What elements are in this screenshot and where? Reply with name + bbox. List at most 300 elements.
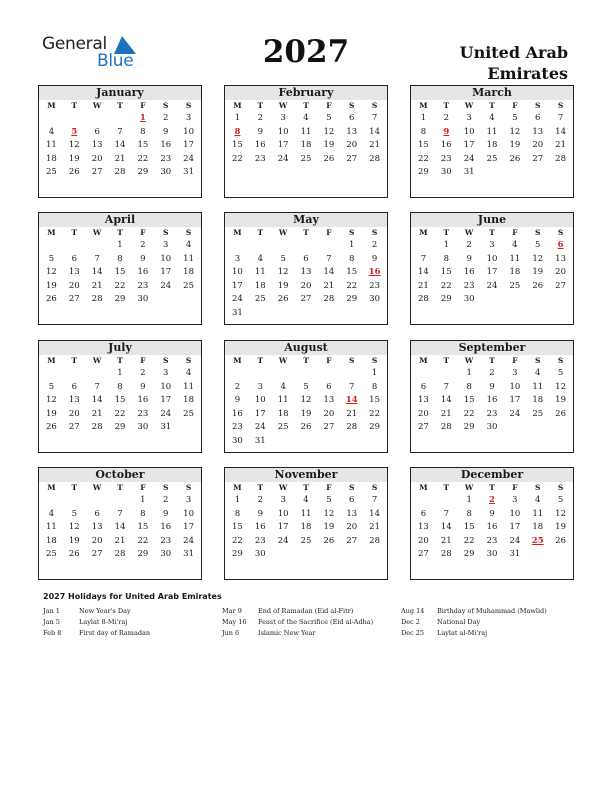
day-cell: 20 [91, 153, 103, 164]
weekday-label: M [233, 483, 242, 492]
day-cell: 21 [323, 280, 335, 291]
week-row [411, 535, 573, 549]
weekday-label: T [443, 101, 450, 110]
day-cell: 2 [257, 113, 263, 123]
holiday-day: 1 [139, 113, 146, 123]
day-cell: 5 [557, 368, 564, 378]
empty-day-cell [526, 293, 549, 307]
day-cell: 9 [257, 508, 263, 519]
month-name: August [225, 341, 387, 355]
empty-day-cell [295, 307, 318, 321]
country-name [398, 42, 568, 84]
day-cell: 28 [323, 294, 335, 304]
week-row [411, 166, 573, 180]
day-cell: 29 [369, 422, 380, 432]
empty-day-cell [86, 239, 109, 253]
day-cell: 25 [46, 549, 57, 559]
empty-day-cell [317, 307, 340, 321]
day-cell: 19 [46, 280, 57, 291]
empty-day-cell [503, 166, 526, 180]
day-cell: 10 [183, 508, 194, 519]
holiday-name: First day of Ramadan [79, 629, 151, 637]
day-cell: 15 [440, 267, 452, 277]
empty-day-cell [249, 367, 272, 381]
weekday-label: M [419, 101, 428, 110]
week-row [225, 126, 387, 140]
day-cell: 28 [555, 153, 566, 164]
weekday-label: T [257, 356, 264, 365]
month-name: April [39, 213, 201, 227]
day-cell: 8 [420, 126, 427, 137]
day-cell: 6 [71, 253, 77, 264]
weekday-label: M [233, 356, 242, 365]
day-cell: 13 [346, 126, 358, 137]
empty-day-cell [86, 494, 109, 508]
month-name: February [225, 86, 387, 100]
day-cell: 26 [300, 422, 312, 432]
day-cell: 7 [443, 508, 449, 519]
day-cell: 5 [48, 253, 55, 264]
day-cell: 18 [277, 408, 289, 419]
day-cell: 14 [555, 126, 566, 137]
month-november [224, 467, 388, 580]
day-cell: 26 [277, 294, 289, 304]
empty-day-cell [272, 307, 295, 321]
day-cell: 20 [68, 280, 80, 291]
day-cell: 11 [300, 126, 312, 137]
weekday-label: F [326, 483, 332, 492]
day-cell: 9 [140, 381, 146, 392]
day-cell: 2 [257, 495, 263, 505]
empty-day-cell [177, 293, 200, 307]
holiday-day: 16 [368, 267, 381, 277]
day-cell: 1 [420, 113, 427, 123]
day-cell: 15 [232, 522, 243, 532]
day-cell: 8 [140, 126, 146, 137]
day-cell: 9 [163, 508, 169, 519]
holiday-day: 6 [557, 240, 564, 250]
day-cell: 3 [234, 253, 241, 264]
weekday-label: S [371, 356, 378, 365]
week-row [411, 381, 573, 395]
day-cell: 30 [369, 294, 380, 304]
week-row [225, 548, 387, 562]
day-cell: 13 [555, 253, 566, 264]
day-cell: 14 [91, 267, 103, 277]
day-cell: 3 [512, 368, 518, 378]
day-cell: 13 [418, 395, 429, 405]
empty-day-cell [154, 293, 177, 307]
holidays-column [401, 606, 580, 639]
day-cell: 2 [234, 381, 241, 392]
day-cell: 21 [369, 140, 380, 150]
day-cell: 7 [117, 508, 123, 519]
empty-day-cell [549, 548, 572, 562]
weekday-label: S [557, 356, 564, 365]
holiday-entry [401, 606, 580, 617]
day-cell: 31 [183, 549, 194, 559]
weekday-label: T [71, 228, 78, 237]
weekday-label: W [464, 228, 474, 237]
weekday-header-row [411, 482, 573, 494]
weekday-label: T [71, 101, 78, 110]
empty-day-cell [412, 367, 435, 381]
month-name: May [225, 213, 387, 227]
holiday-date: Dec 25 [401, 629, 425, 637]
day-cell: 19 [300, 408, 312, 419]
day-cell: 21 [418, 280, 429, 291]
holiday-date: Aug 14 [401, 607, 425, 615]
empty-day-cell [63, 367, 86, 381]
day-cell: 8 [117, 253, 123, 264]
week-row [225, 307, 387, 321]
day-cell: 1 [466, 368, 472, 378]
day-cell: 30 [160, 549, 172, 559]
week-row [411, 394, 573, 408]
day-cell: 1 [234, 495, 241, 505]
day-cell: 16 [137, 267, 149, 277]
day-cell: 23 [254, 153, 266, 164]
day-cell: 20 [323, 408, 335, 419]
weekday-label: T [117, 356, 123, 365]
week-row [225, 394, 387, 408]
day-cell: 28 [440, 422, 452, 432]
holiday-entry [222, 628, 401, 639]
day-cell: 4 [280, 381, 286, 392]
day-cell: 24 [183, 153, 194, 164]
holiday-name: Islamic New Year [258, 629, 316, 637]
calendar-year: 2027 [262, 34, 350, 70]
day-cell: 27 [91, 167, 103, 177]
weekday-label: T [117, 483, 123, 492]
day-cell: 11 [254, 267, 266, 277]
day-cell: 22 [440, 280, 452, 291]
day-cell: 24 [509, 535, 521, 546]
day-cell: 6 [71, 381, 77, 392]
weekday-label: S [349, 228, 355, 237]
empty-day-cell [177, 421, 200, 435]
weekday-label: W [464, 356, 474, 365]
weekday-label: F [512, 101, 518, 110]
week-row [411, 280, 573, 294]
weekday-label: W [92, 228, 102, 237]
day-cell: 29 [418, 167, 429, 177]
day-cell: 26 [68, 549, 80, 559]
day-cell: 12 [46, 267, 57, 277]
day-cell: 2 [140, 368, 146, 378]
weekday-label: T [303, 101, 309, 110]
day-cell: 4 [48, 508, 55, 519]
day-cell: 25 [254, 294, 266, 304]
month-february [224, 85, 388, 198]
day-cell: 6 [94, 126, 100, 137]
holiday-name: Laylat 8-Mi'raj [79, 618, 128, 626]
weekday-label: T [257, 228, 264, 237]
day-cell: 20 [555, 267, 566, 277]
weekday-label: T [443, 483, 450, 492]
day-cell: 24 [160, 280, 172, 291]
day-cell: 20 [532, 140, 544, 150]
day-cell: 8 [349, 253, 355, 264]
day-cell: 12 [555, 381, 566, 392]
day-cell: 14 [323, 267, 335, 277]
week-row [411, 508, 573, 522]
day-cell: 21 [369, 522, 380, 532]
empty-day-cell [549, 293, 572, 307]
weekday-header-row [225, 100, 387, 112]
day-cell: 16 [440, 140, 452, 150]
day-cell: 16 [160, 522, 172, 532]
day-cell: 6 [94, 508, 100, 519]
day-cell: 9 [234, 395, 241, 405]
empty-day-cell [295, 548, 318, 562]
week-row [411, 367, 573, 381]
weekday-label: M [47, 228, 56, 237]
holiday-name: New Year's Day [79, 607, 131, 615]
day-cell: 18 [509, 267, 521, 277]
month-december [410, 467, 574, 580]
weekday-header-row [39, 227, 201, 239]
day-cell: 17 [509, 522, 521, 532]
day-cell: 25 [183, 408, 194, 419]
weekday-label: W [464, 483, 474, 492]
day-cell: 24 [509, 408, 521, 419]
country-name-line2: Emirates [487, 64, 568, 83]
day-cell: 26 [46, 294, 57, 304]
empty-day-cell [272, 435, 295, 449]
day-cell: 10 [160, 253, 172, 264]
empty-day-cell [503, 421, 526, 435]
week-row [411, 239, 573, 253]
empty-day-cell [435, 367, 458, 381]
week-row [39, 139, 201, 153]
day-cell: 3 [489, 240, 495, 250]
day-cell: 6 [349, 113, 355, 123]
day-cell: 27 [346, 535, 358, 546]
day-cell: 15 [463, 395, 475, 405]
weekday-header-row [225, 227, 387, 239]
weekday-header-row [225, 355, 387, 367]
day-cell: 23 [137, 408, 149, 419]
day-cell: 18 [254, 280, 266, 291]
day-cell: 13 [91, 140, 103, 150]
empty-day-cell [109, 112, 132, 126]
weekday-label: S [163, 483, 169, 492]
day-cell: 21 [440, 535, 452, 546]
day-cell: 26 [532, 280, 544, 291]
day-cell: 23 [232, 422, 243, 432]
day-cell: 2 [489, 368, 495, 378]
day-cell: 27 [532, 153, 544, 164]
day-cell: 31 [232, 307, 243, 318]
weekday-label: T [489, 483, 495, 492]
day-cell: 29 [114, 294, 126, 304]
day-cell: 9 [163, 126, 169, 137]
week-row [225, 253, 387, 267]
holiday-day: 8 [234, 126, 241, 137]
empty-day-cell [412, 494, 435, 508]
week-row [411, 421, 573, 435]
weekday-label: T [489, 228, 495, 237]
day-cell: 6 [420, 381, 427, 392]
empty-day-cell [272, 239, 295, 253]
month-august [224, 340, 388, 453]
day-cell: 15 [463, 522, 475, 532]
day-cell: 23 [137, 280, 149, 291]
day-cell: 24 [160, 408, 172, 419]
day-cell: 17 [463, 140, 475, 150]
weekday-label: M [233, 228, 242, 237]
brand-logo [42, 34, 152, 74]
day-cell: 5 [280, 253, 286, 264]
holiday-date: Mar 9 [222, 607, 242, 615]
day-cell: 11 [183, 381, 194, 392]
day-cell: 13 [346, 508, 358, 519]
week-row [225, 435, 387, 449]
empty-day-cell [226, 367, 249, 381]
day-cell: 12 [555, 508, 566, 519]
weekday-label: S [185, 356, 192, 365]
day-cell: 6 [535, 113, 541, 123]
empty-day-cell [63, 239, 86, 253]
day-cell: 4 [512, 240, 518, 250]
weekday-header-row [411, 227, 573, 239]
day-cell: 7 [94, 381, 100, 392]
day-cell: 4 [48, 126, 55, 137]
day-cell: 2 [371, 240, 378, 250]
day-cell: 4 [185, 368, 192, 378]
day-cell: 11 [509, 253, 521, 264]
weekday-label: F [140, 483, 146, 492]
day-cell: 30 [440, 167, 452, 177]
day-cell: 27 [555, 280, 566, 291]
empty-day-cell [481, 166, 504, 180]
day-cell: 9 [140, 253, 146, 264]
day-cell: 1 [117, 368, 123, 378]
day-cell: 24 [486, 280, 498, 291]
day-cell: 10 [160, 381, 172, 392]
holiday-name: End of Ramadan (Eid al-Fitr) [258, 607, 354, 615]
day-cell: 7 [443, 381, 449, 392]
weekday-label: T [303, 356, 309, 365]
day-cell: 8 [371, 381, 378, 392]
day-cell: 25 [486, 153, 498, 164]
day-cell: 29 [346, 294, 358, 304]
week-row [39, 112, 201, 126]
week-row [411, 126, 573, 140]
weekday-label: T [71, 483, 78, 492]
day-cell: 19 [277, 280, 289, 291]
week-row [225, 421, 387, 435]
week-row [39, 367, 201, 381]
day-cell: 14 [91, 395, 103, 405]
day-cell: 16 [232, 408, 243, 419]
week-row [39, 280, 201, 294]
holiday-day: 2 [489, 495, 495, 505]
day-cell: 21 [440, 408, 452, 419]
empty-day-cell [272, 548, 295, 562]
day-cell: 26 [323, 535, 335, 546]
day-cell: 27 [418, 422, 429, 432]
day-cell: 26 [323, 153, 335, 164]
weekday-label: M [419, 228, 428, 237]
month-name: June [411, 213, 573, 227]
month-may [224, 212, 388, 325]
day-cell: 18 [300, 140, 312, 150]
day-cell: 31 [509, 549, 521, 559]
empty-day-cell [317, 548, 340, 562]
day-cell: 16 [160, 140, 172, 150]
day-cell: 20 [300, 280, 312, 291]
empty-day-cell [317, 435, 340, 449]
day-cell: 23 [463, 280, 475, 291]
day-cell: 19 [46, 408, 57, 419]
day-cell: 1 [117, 240, 123, 250]
day-cell: 19 [323, 140, 335, 150]
day-cell: 2 [466, 240, 472, 250]
day-cell: 30 [486, 549, 498, 559]
day-cell: 22 [137, 535, 149, 546]
weekday-label: M [47, 483, 56, 492]
week-row [225, 293, 387, 307]
week-row [225, 153, 387, 167]
day-cell: 28 [369, 535, 380, 546]
empty-day-cell [363, 548, 386, 562]
day-cell: 3 [512, 495, 518, 505]
weekday-label: T [443, 356, 450, 365]
day-cell: 22 [137, 153, 149, 164]
week-row [225, 139, 387, 153]
day-cell: 10 [277, 508, 289, 519]
day-cell: 22 [369, 408, 380, 419]
day-cell: 5 [326, 495, 332, 505]
day-cell: 9 [371, 253, 378, 264]
weekday-header-row [39, 482, 201, 494]
weekday-label: M [419, 356, 428, 365]
day-cell: 13 [68, 267, 80, 277]
empty-day-cell [435, 494, 458, 508]
week-row [225, 266, 387, 280]
empty-day-cell [363, 435, 386, 449]
day-cell: 8 [234, 508, 241, 519]
weekday-label: T [489, 101, 495, 110]
weekday-label: T [489, 356, 495, 365]
day-cell: 15 [346, 267, 358, 277]
day-cell: 7 [420, 253, 427, 264]
empty-day-cell [340, 435, 363, 449]
day-cell: 12 [300, 395, 312, 405]
week-row [225, 508, 387, 522]
day-cell: 21 [91, 408, 103, 419]
day-cell: 27 [300, 294, 312, 304]
holiday-entry [43, 617, 222, 628]
day-cell: 7 [371, 495, 378, 505]
weekday-label: S [535, 228, 541, 237]
day-cell: 15 [114, 267, 126, 277]
month-october [38, 467, 202, 580]
holiday-name: Feast of the Sacrifice (Eid al-Adha) [258, 618, 374, 626]
day-cell: 16 [254, 522, 266, 532]
day-cell: 26 [68, 167, 80, 177]
weekday-label: F [512, 356, 518, 365]
day-cell: 8 [117, 381, 123, 392]
empty-day-cell [40, 494, 63, 508]
empty-day-cell [503, 293, 526, 307]
day-cell: 15 [137, 140, 149, 150]
empty-day-cell [295, 435, 318, 449]
day-cell: 29 [440, 294, 452, 304]
day-cell: 3 [466, 113, 472, 123]
